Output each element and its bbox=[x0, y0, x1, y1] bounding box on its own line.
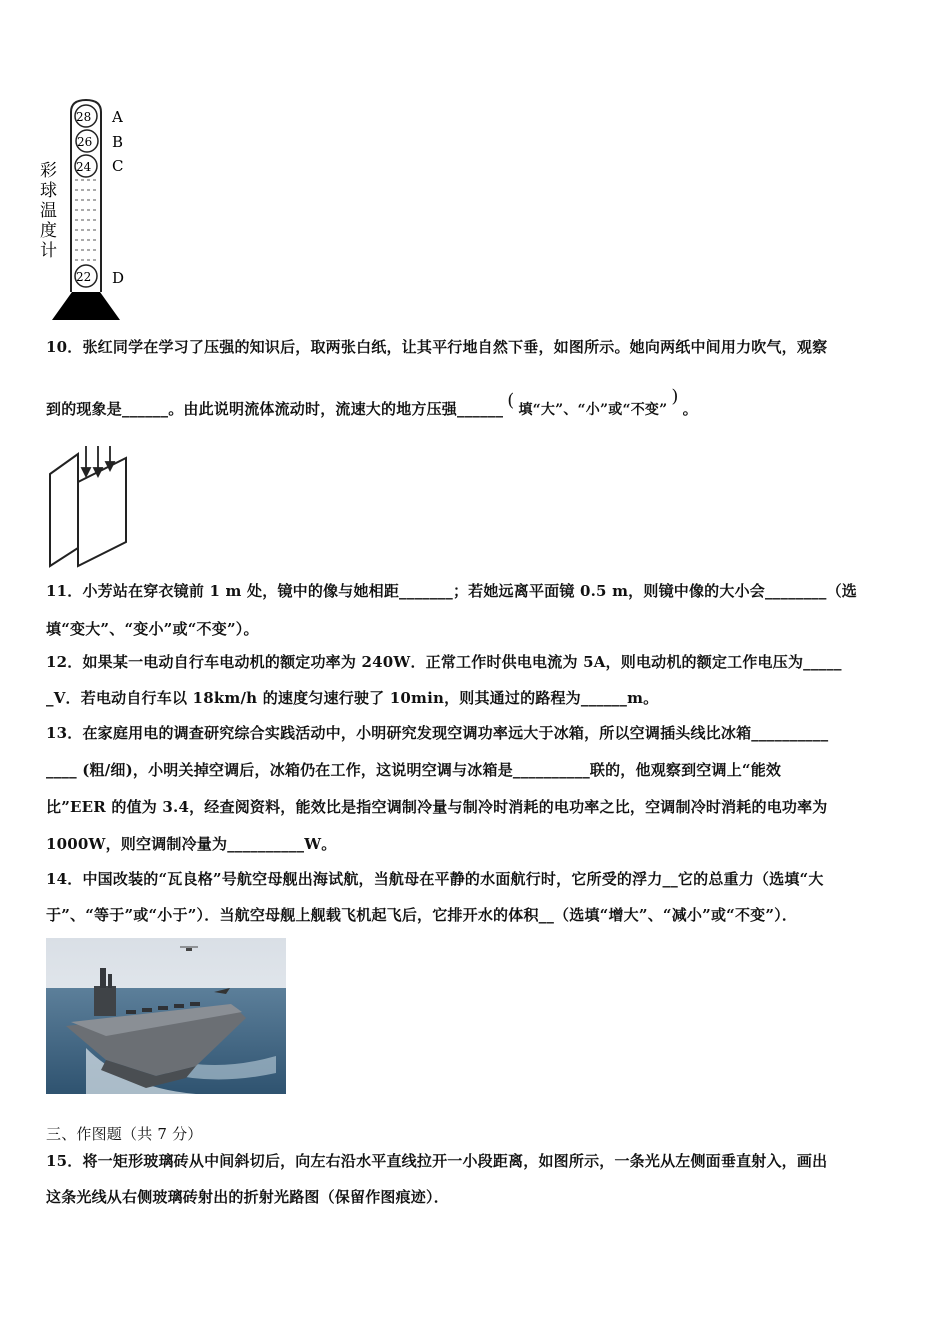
q10-text: 到的现象是______。由此说明流体流动时，流速大的地方压强______ bbox=[46, 400, 504, 418]
ball-label: 26 bbox=[77, 135, 93, 149]
letter-label: D bbox=[112, 269, 125, 287]
q13-line1: 13．在家庭用电的调查研究综合实践活动中，小明研究发现空调功率远大于冰箱，所以空调插头线比冰箱__________ bbox=[46, 724, 829, 742]
q12-line1: 12．如果某一电动自行车电动机的额定功率为 240W．正常工作时供电电流为 5A，则电动机的额定工作电压为_____ bbox=[46, 653, 842, 671]
q12-line2: _V．若电动自行车以 18km/h 的速度匀速行驶了 10min，则其通过的路程为______m。 bbox=[46, 689, 659, 707]
thermometer-label-char: 彩 bbox=[40, 161, 57, 181]
q13-line2: ____ (粗/细)，小明关掉空调后，冰箱仍在工作，这说明空调与冰箱是__________联的，他观察到空调上“能效 bbox=[46, 761, 782, 779]
thermometer-label-char: 球 bbox=[40, 181, 57, 201]
q10-hint: 填“大”、“小”或“不变” bbox=[518, 402, 668, 418]
q10-paren-close: ) bbox=[671, 386, 679, 407]
ball-label: 28 bbox=[76, 110, 92, 124]
thermometer-label-char: 度 bbox=[40, 221, 57, 241]
q15-line2: 这条光线从右侧玻璃砖射出的折射光路图（保留作图痕迹）． bbox=[46, 1188, 449, 1206]
letter-label: B bbox=[112, 133, 124, 151]
paper-sheet-left bbox=[50, 454, 78, 566]
letter-label: A bbox=[112, 108, 123, 126]
thermometer-label-char: 温 bbox=[40, 201, 57, 221]
q10-line2 bbox=[46, 386, 698, 419]
letter-label: C bbox=[112, 157, 124, 175]
thermometer-tube bbox=[71, 100, 101, 292]
thermometer-base bbox=[52, 292, 120, 320]
ball-label: 22 bbox=[76, 270, 92, 284]
section-3-title: 三、作图题（共 7 分） bbox=[46, 1125, 203, 1143]
thermometer-figure bbox=[38, 94, 138, 322]
q10-paren-open: ( bbox=[507, 390, 515, 411]
q14-line1: 14．中国改装的“瓦良格”号航空母舰出海试航，当航母在平静的水面航行时，它所受的浮力__它的总重力（选填“大 bbox=[46, 870, 824, 888]
q10-line1: 10．张红同学在学习了压强的知识后，取两张白纸，让其平行地自然下垂，如图所示。她向两纸中间用力吹气，观察 bbox=[46, 338, 828, 356]
ball-label: 24 bbox=[76, 160, 92, 174]
q14-line2: 于”、“等于”或“小于”）．当航空母舰上舰载飞机起飞后，它排开水的体积__（选填“增大”、“减小”或“不变”）． bbox=[46, 906, 798, 924]
q11-line2: 填“变大”、“变小”或“不变”）。 bbox=[46, 620, 259, 638]
liquid-dashes bbox=[75, 180, 98, 260]
q10-end: 。 bbox=[682, 400, 698, 418]
thermometer-label-char: 计 bbox=[40, 241, 57, 261]
q15-line1: 15．将一矩形玻璃砖从中间斜切后，向左右沿水平直线拉开一小段距离，如图所示，一条光从左侧面垂直射入，画出 bbox=[46, 1152, 828, 1170]
aircraft-carrier-photo bbox=[46, 938, 286, 1094]
paper-figure bbox=[46, 446, 136, 568]
q11-line1: 11．小芳站在穿衣镜前 1 m 处，镜中的像与她相距_______；若她远离平面镜 0.5 m，则镜中像的大小会________（选 bbox=[46, 582, 857, 600]
q13-line4: 1000W，则空调制冷量为__________W。 bbox=[46, 835, 337, 853]
q13-line3: 比”EER 的值为 3.4，经查阅资料，能效比是指空调制冷量与制冷时消耗的电功率之比，空调制冷时消耗的电功率为 bbox=[46, 798, 828, 816]
